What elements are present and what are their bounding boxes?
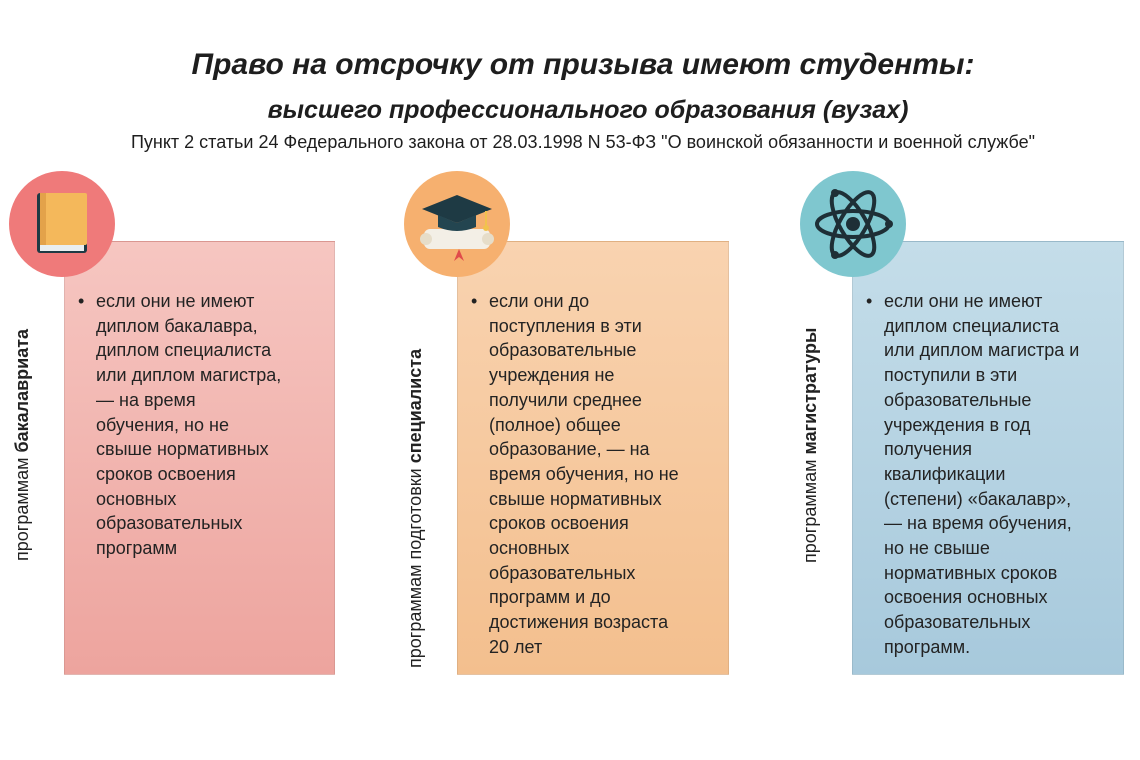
page-subtitle: высшего профессионального образования (вузах) [267, 96, 909, 124]
law-reference: Пункт 2 статьи 24 Федерального закона от 28.03.1998 N 53-ФЗ "О воинской обязанности и военной службе" [130, 132, 1036, 152]
bullet: • [471, 291, 478, 311]
master-card [852, 241, 1124, 675]
atom-icon [800, 171, 906, 277]
book-icon [9, 171, 115, 277]
page-title: Право на отсрочку от призыва имеют студенты: [191, 48, 975, 81]
master-card-text: если они не имеют диплом специалиста или диплом магистра и поступили в эти образовательные учреждения в год получения квалификации (степени) «бакалавр», — на время обучения, но не свыше нормативных сроков освоения основных образовательных программ. [884, 291, 1080, 657]
bachelor-label: программам бакалавриата [12, 328, 32, 561]
bachelor-card [64, 241, 335, 675]
master-label: программам магистратуры [800, 327, 820, 563]
bullet: • [866, 291, 873, 311]
specialist-card [457, 241, 729, 675]
specialist-card-text: если они до поступления в эти образовательные учреждения не получили среднее (полное) общее образование, — на время обучения, но не свыше нормативных сроков освоения основных образовательных программ и до достижения возраста 20 лет [489, 291, 679, 657]
graduation-cap-icon [404, 171, 510, 277]
bullet: • [78, 291, 85, 311]
specialist-label: программам подготовки специалиста [405, 348, 425, 668]
bachelor-card-text: если они не имеют диплом бакалавра, диплом специалиста или диплом магистра, — на время обучения, но не свыше нормативных сроков освоения основных образовательных программ [96, 291, 282, 559]
